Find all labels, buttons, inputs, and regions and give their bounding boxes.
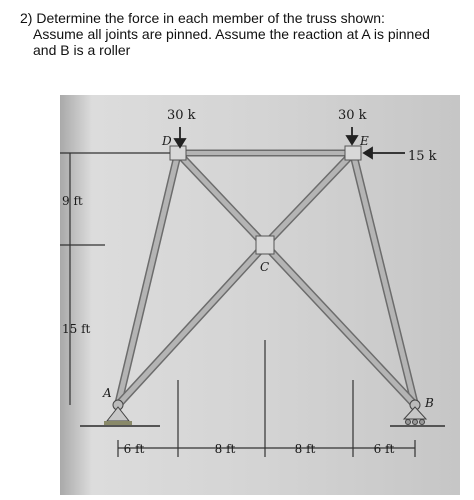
problem-statement	[20, 10, 470, 58]
dimension-label-6ft-left: 6 ft	[123, 442, 145, 456]
joint-label-E: E	[360, 134, 369, 148]
dimension-label-6ft-right: 6 ft	[373, 442, 395, 456]
dimension-label-8ft-right: 8 ft	[294, 442, 316, 456]
load-label-E: 30 k	[338, 108, 367, 123]
dimension-label-8ft-left: 8 ft	[214, 442, 236, 456]
joint-label-C: C	[260, 260, 270, 274]
joint-label-D: D	[162, 134, 172, 148]
joint-E-plate	[345, 146, 361, 160]
problem-line-2: Assume all joints are pinned. Assume the reaction at A is pinned	[33, 26, 430, 42]
problem-number: 2)	[20, 10, 33, 26]
problem-line-1	[20, 10, 470, 26]
joint-C-plate	[256, 236, 274, 254]
load-label-E-horizontal: 15 k	[408, 149, 437, 164]
dimension-label-9ft: 9 ft	[62, 194, 83, 208]
joint-D-plate	[170, 146, 186, 160]
load-label-D: 30 k	[167, 108, 196, 123]
problem-text-1: Determine the force in each member of the truss shown:	[36, 10, 385, 26]
joint-label-A: A	[103, 386, 112, 400]
truss-figure	[60, 95, 460, 495]
problem-line-3: and B is a roller	[33, 42, 131, 58]
joint-label-B: B	[425, 396, 434, 410]
dimension-label-15ft: 15 ft	[62, 322, 91, 336]
